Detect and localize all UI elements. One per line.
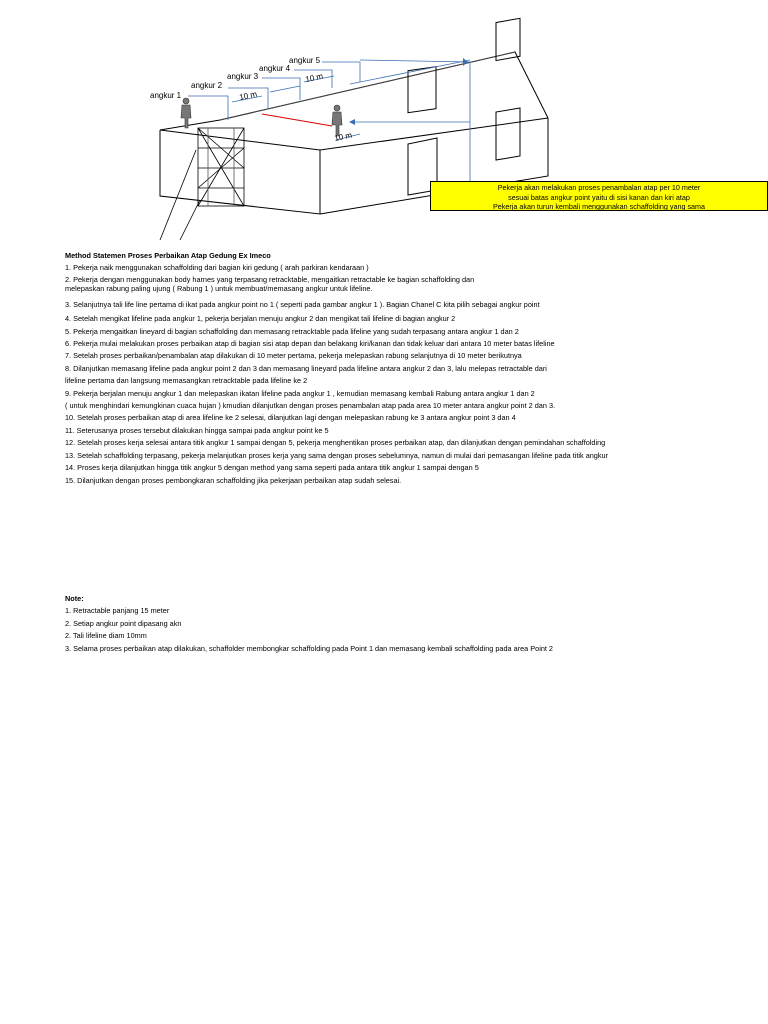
anchor-label-4: angkur 4 bbox=[259, 64, 291, 73]
method-statement bbox=[65, 250, 768, 487]
note-line: 2. Setiap angkur point dipasang akn bbox=[65, 618, 182, 628]
ms-line: 12. Setelah proses kerja selesai antara titik angkur 1 sampai dengan 5, pekerja menghentikan proses perbaikan atap, dan dilanjutkan dengan pemindahan schaffolding bbox=[65, 438, 606, 448]
anchor-label-1: angkur 1 bbox=[150, 91, 182, 100]
ms-line: 6. Pekerja mulai melakukan proses perbaikan atap di bagian sisi atap depan dan belakang kiri/kanan dan tidak keluar dari antara 10 meter batas lifeline bbox=[65, 339, 555, 349]
distance-label-2: 10 m bbox=[304, 71, 324, 84]
ms-line: ( untuk menghindari kemungkinan cuaca hujan ) kmudian dilanjutkan dengan proses penambalan atap pada area 10 meter antara angkur point 2 dan 3. bbox=[65, 401, 556, 411]
ms-line: lifeline pertama dan langsung memasangkan retracktable pada lifeline ke 2 bbox=[65, 376, 308, 386]
note-line: 2. Tali lifeline diam 10mm bbox=[65, 631, 147, 641]
ms-line: 2. Pekerja dengan menggunakan body harnes yang terpasang retracktable, mengaitkan retractable ke bagian schaffolding dan bbox=[65, 274, 475, 284]
anchor-label-3: angkur 3 bbox=[227, 72, 259, 81]
ms-line: 14. Proses kerja dilanjutkan hingga titik angkur 5 dengan method yang sama seperti pada antara titik angkur 1 sampai dengan 5 bbox=[65, 463, 479, 473]
ms-line: melepaskan rabung paling ujung ( Rabung 1 ) untuk membuat/memasang angkur untuk lifeline. bbox=[65, 283, 373, 293]
ms-line: 15. Dilanjutkan dengan proses pembongkaran schaffolding jika pekerjaan perbaikan atap sudah selesai. bbox=[65, 475, 402, 485]
lifeline-segment bbox=[262, 114, 332, 126]
scaffolding bbox=[160, 128, 244, 240]
distance-label-3: 10 m bbox=[333, 130, 353, 143]
ms-line: 3. Selanjutnya tali life line pertama di ikat pada angkur point no 1 ( seperti pada gambar angkur 1 ). Bagian Chanel C kita pilih sebagai angkur point bbox=[65, 299, 540, 309]
ms-line: 13. Setelah schaffolding terpasang, pekerja melanjutkan proses kerja yang sama dengan proses sebelumnya, namun di mulai dari pemasangan lifeline pada titik angkur bbox=[65, 450, 609, 460]
worker-figure-2 bbox=[332, 105, 342, 136]
ms-line: 10. Setelah proses perbaikan atap di area lifeline ke 2 selesai, dilanjutkan lagi dengan melepaskan rabung ke 3 antara angkur point 3 dan 4 bbox=[65, 413, 516, 423]
ms-line: 8. Dilanjutkan memasang lifeline pada angkur point 2 dan 3 dan memasang lineyard pada lifeline antara angkur 2 dan 3, lalu melepas retractable dari bbox=[65, 363, 547, 373]
ms-line: 5. Pekerja mengaitkan lineyard di bagian schaffolding dan memasang retracktable pada lifeline yang sudah terpasang antara angkur 1 dan 2 bbox=[65, 326, 519, 336]
callout-line: sesuai batas angkur point yaitu di sisi kanan dan kiri atap bbox=[508, 192, 690, 202]
ms-line: 4. Setelah mengikat lifeline pada angkur 1, pekerja berjalan menuju angkur 2 dan mengikat tali lifeline di bagian angkur 2 bbox=[65, 314, 456, 324]
ms-line: 7. Setelah proses perbaikan/penambalan atap dilakukan di 10 meter pertama, pekerja melepaskan rabung selanjutnya di 10 meter berikutnya bbox=[65, 351, 522, 361]
ms-line: 9. Pekerja berjalan menuju angkur 1 dan melepaskan ikatan lifeline pada angkur 1 , kemudian memasang kembali Rabung antara angkur 1 dan 2 bbox=[65, 388, 535, 398]
notes-section bbox=[65, 593, 768, 655]
anchor-label-5: angkur 5 bbox=[289, 56, 321, 65]
callout-line: Pekerja akan melakukan proses penambalan atap per 10 meter bbox=[497, 183, 701, 192]
note-line: 3. Selama proses perbaikan atap dilakukan, schaffolder membongkar schaffolding pada Point 1 dan memasang kembali schaffolding pada area Point 2 bbox=[65, 643, 553, 653]
note-line: 1. Retractable panjang 15 meter bbox=[65, 606, 170, 616]
distance-label-1: 10 m bbox=[238, 89, 258, 102]
callout-note bbox=[430, 181, 768, 211]
worker-figure-1 bbox=[181, 98, 191, 128]
ms-line: 1. Pekerja naik menggunakan schaffolding dari bagian kiri gedung ( arah parkiran kendaraan ) bbox=[65, 263, 369, 273]
method-statement-title: Method Statemen Proses Perbaikan Atap Gedung Ex Imeco bbox=[65, 251, 271, 260]
notes-title: Note: bbox=[65, 594, 84, 603]
anchor-label-2: angkur 2 bbox=[191, 81, 223, 90]
callout-line: Pekerja akan turun kembali menggunakan schaffolding yang sama bbox=[492, 202, 706, 211]
ms-line: 11. Seterusanya proses tersebut dilakukan hingga sampai pada angkur point ke 5 bbox=[65, 425, 329, 435]
